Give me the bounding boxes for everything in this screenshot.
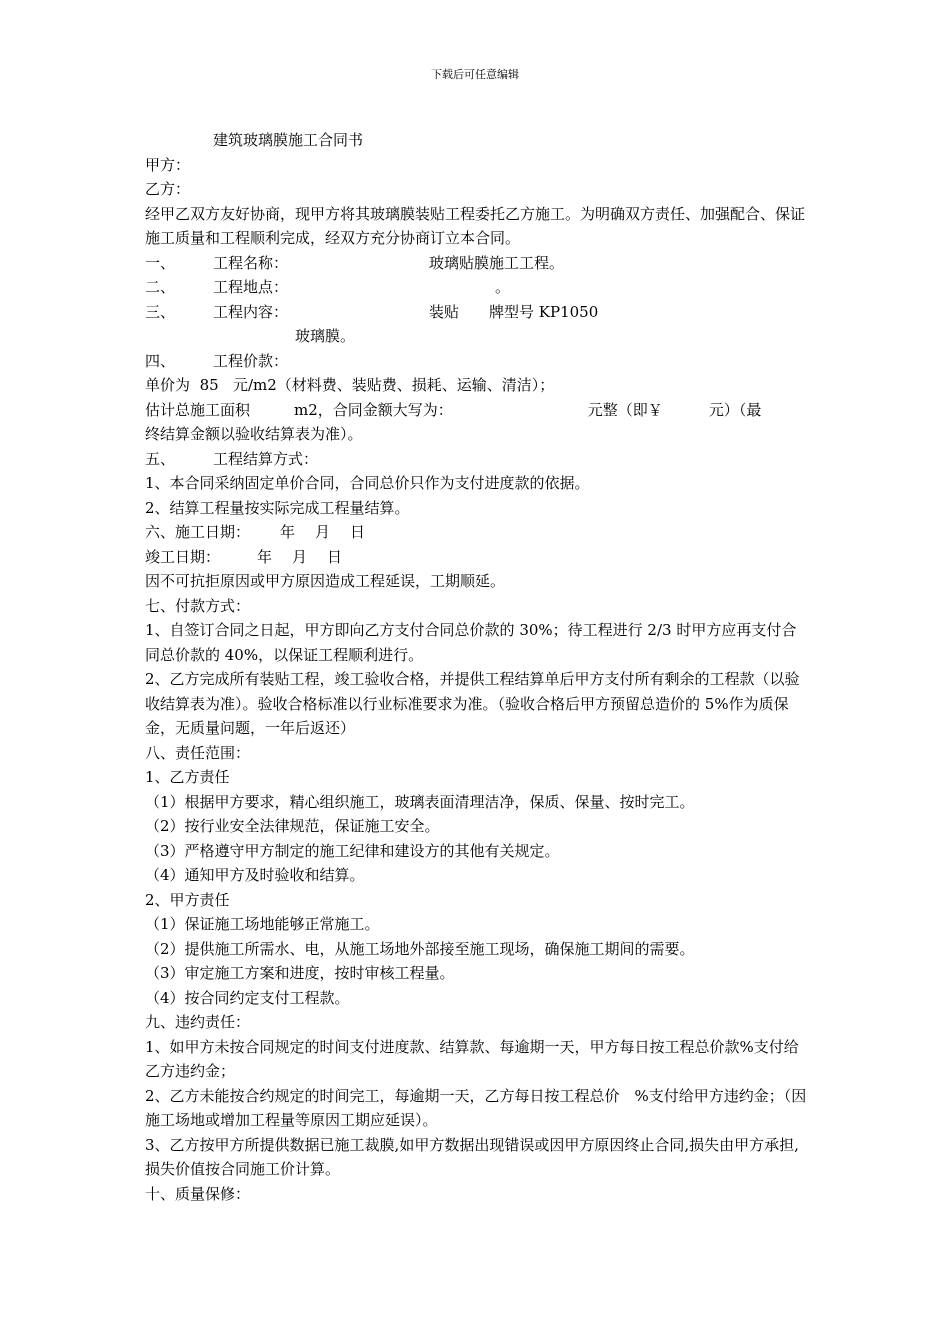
party-b-duty-item: （2）按行业安全法律规范，保证施工安全。 xyxy=(145,817,440,835)
section-2-label: 工程地点： xyxy=(213,278,289,296)
section-2-num: 二、 xyxy=(145,278,176,296)
contract-body xyxy=(145,128,810,1206)
section-5-label: 工程结算方式： xyxy=(213,449,319,468)
section-9-title: 九、违约责任： xyxy=(145,1013,251,1031)
start-month: 月 xyxy=(315,523,331,541)
section-3-label: 工程内容： xyxy=(213,302,289,321)
start-year: 年 xyxy=(280,523,296,541)
section-7-item-2: 2、乙方完成所有装贴工程，竣工验收合格，并提供工程结算单后甲方支付所有剩余的工程款（以验收结算表为准）。验收合格标准以行业标准要求为准。（验收合格后甲方预留总造价的 5%作为质保金，无质量问题，一年后返还） xyxy=(145,670,800,737)
section-1-label: 工程名称： xyxy=(213,253,289,272)
section-10-title: 十、质量保修： xyxy=(145,1184,251,1203)
party-a-duties-title: 2、甲方责任 xyxy=(145,890,230,909)
section-9-item-2: 2、乙方未能按合约规定的时间完工，每逾期一天，乙方每日按工程总价 %支付给甲方违约金；（因施工场地或增加工程量等原因工期应延误）。 xyxy=(145,1086,807,1129)
start-date-label: 六、施工日期： xyxy=(145,523,251,541)
section-8-title: 八、责任范围： xyxy=(145,743,251,762)
party-a-duty-item: （2）提供施工所需水、电，从施工场地外部接至施工现场，确保施工期间的需要。 xyxy=(145,939,695,958)
section-5-item-2: 2、结算工程量按实际完成工程量结算。 xyxy=(145,498,410,517)
section-4 xyxy=(145,349,810,374)
section-4-num: 四、 xyxy=(145,351,176,370)
area-line-continuation: 终结算金额以验收结算表为准）。 xyxy=(145,425,363,443)
section-3-value-b: 牌型号 KP1050 xyxy=(489,302,599,321)
area-amount-end: 元）（最 xyxy=(708,400,762,419)
party-a-duty-item: （1）保证施工场地能够正常施工。 xyxy=(145,915,380,933)
party-b-duties-title: 1、乙方责任 xyxy=(145,768,230,786)
section-3-num: 三、 xyxy=(145,302,176,321)
section-2 xyxy=(145,275,810,300)
start-day: 日 xyxy=(350,523,366,541)
area-amount-yuan: 元整（即￥ xyxy=(587,400,663,419)
unit-price-note: 元/m2（材料费、装贴费、损耗、运输、清洁）； xyxy=(232,376,555,394)
unit-price-label: 单价为 xyxy=(145,376,191,394)
area-label: 估计总施工面积 xyxy=(145,400,251,419)
end-date-label: 竣工日期： xyxy=(145,547,221,566)
section-2-value: 。 xyxy=(495,278,511,296)
section-1-num: 一、 xyxy=(145,253,176,272)
unit-price-line xyxy=(145,373,810,398)
start-date-line xyxy=(145,520,810,545)
section-7-item-1: 1、自签订合同之日起，甲方即向乙方支付合同总价款的 30%；待工程进行 2/3 时甲方应再支付合同总价款的 40%，以保证工程顺利进行。 xyxy=(145,621,797,664)
end-day: 日 xyxy=(327,547,343,566)
section-9-item-3: 3、乙方按甲方所提供数据已施工裁膜,如甲方数据出现错误或因甲方原因终止合同,损失由甲方承担,损失价值按合同施工价计算。 xyxy=(145,1135,799,1178)
party-a-duty-item: （4）按合同约定支付工程款。 xyxy=(145,988,350,1007)
party-a-line: 甲方： xyxy=(145,155,191,174)
end-year: 年 xyxy=(257,547,273,566)
section-3-value-a: 装贴 xyxy=(429,302,460,321)
section-4-label: 工程价款： xyxy=(213,351,289,370)
party-b-duty-item: （4）通知甲方及时验收和结算。 xyxy=(145,866,365,884)
intro-paragraph: 经甲乙双方友好协商，现甲方将其玻璃膜装贴工程委托乙方施工。为明确双方责任、加强配合、保证施工质量和工程顺利完成，经双方充分协商订立本合同。 xyxy=(145,204,806,247)
area-amount-label: m2，合同金额大写为： xyxy=(294,400,453,419)
page-header: 下载后可任意编辑 xyxy=(431,68,519,81)
end-date-line xyxy=(145,545,810,570)
document-title: 建筑玻璃膜施工合同书 xyxy=(213,131,364,149)
section-5-item-1: 1、本合同采纳固定单价合同，合同总价只作为支付进度款的依据。 xyxy=(145,474,590,492)
section-9-item-1: 1、如甲方未按合同规定的时间支付进度款、结算款、每逾期一天，甲方每日按工程总价款%支付给乙方违约金； xyxy=(145,1037,799,1080)
party-b-line: 乙方： xyxy=(145,180,191,198)
section-5-num: 五、 xyxy=(145,449,176,468)
end-month: 月 xyxy=(292,547,308,566)
section-3-continuation: 玻璃膜。 xyxy=(295,327,356,345)
section-3 xyxy=(145,300,810,325)
party-a-duty-item: （3）审定施工方案和进度，按时审核工程量。 xyxy=(145,964,455,982)
unit-price-value: 85 xyxy=(199,376,219,394)
party-b-duty-item: （3）严格遵守甲方制定的施工纪律和建设方的其他有关规定。 xyxy=(145,841,560,860)
area-line xyxy=(145,398,810,423)
section-7-title: 七、付款方式： xyxy=(145,596,251,615)
delay-clause: 因不可抗拒原因或甲方原因造成工程延误，工期顺延。 xyxy=(145,572,506,590)
section-1 xyxy=(145,251,810,276)
party-b-duty-item: （1）根据甲方要求，精心组织施工，玻璃表面清理洁净，保质、保量、按时完工。 xyxy=(145,792,695,811)
section-1-value: 玻璃贴膜施工工程。 xyxy=(429,253,565,272)
section-5 xyxy=(145,447,810,472)
